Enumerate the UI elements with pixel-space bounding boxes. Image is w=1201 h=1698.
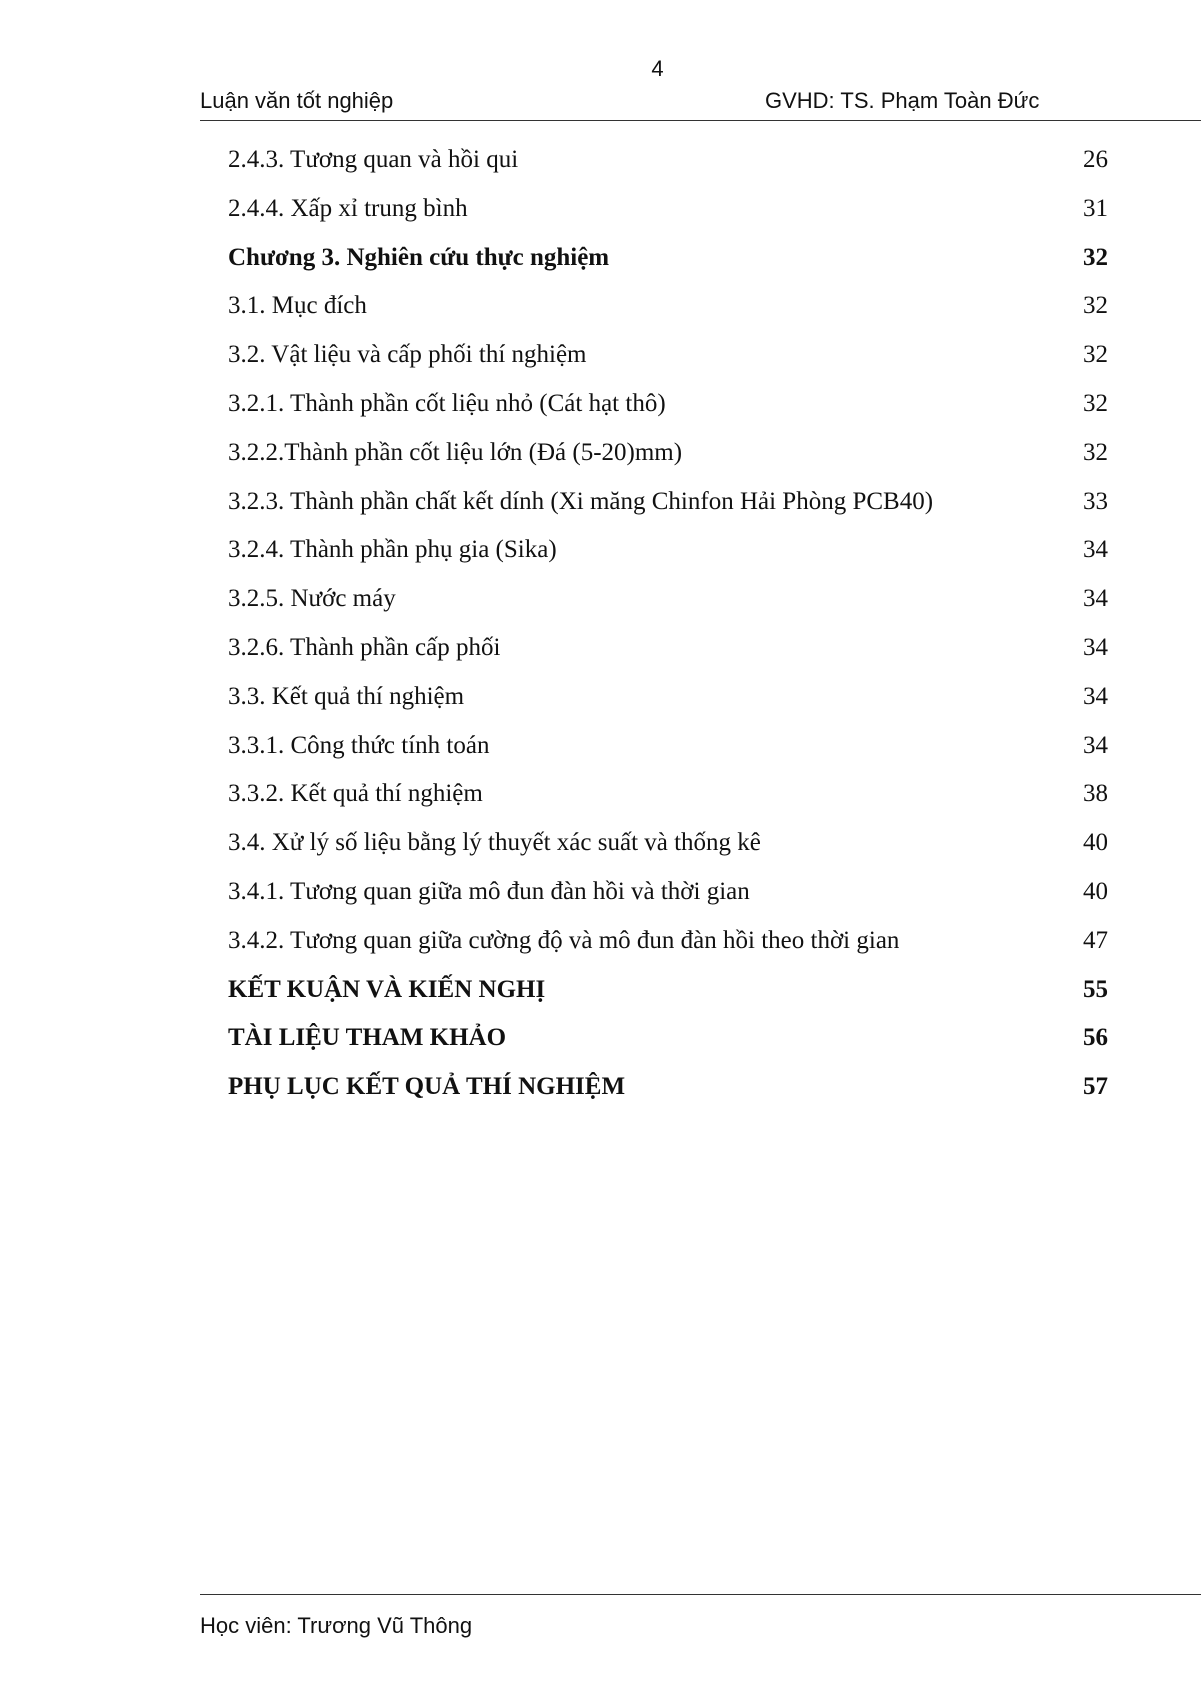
- toc-entry[interactable]: [228, 1014, 1108, 1063]
- toc-entry[interactable]: [228, 819, 1108, 868]
- toc-entry-title: Chương 3. Nghiên cứu thực nghiệm: [228, 243, 610, 271]
- toc-entry[interactable]: [228, 136, 1108, 185]
- toc-entry[interactable]: [228, 331, 1108, 380]
- toc-entry-title: 3.2. Vật liệu và cấp phối thí nghiệm: [228, 341, 587, 369]
- toc-entry[interactable]: [228, 624, 1108, 673]
- toc-entry[interactable]: [228, 966, 1108, 1015]
- toc-entry-title: PHỤ LỤC KẾT QUẢ THÍ NGHIỆM: [228, 1073, 626, 1101]
- toc-entry[interactable]: [228, 234, 1108, 283]
- toc-entry-page: 31: [1083, 194, 1108, 222]
- toc-entry-page: 55: [1083, 975, 1108, 1003]
- page-footer: [200, 1594, 1201, 1638]
- toc-entry-title: 2.4.4. Xấp xỉ trung bình: [228, 194, 468, 222]
- toc-entry-title: 3.4.1. Tương quan giữa mô đun đàn hồi và thời gian: [228, 877, 750, 905]
- toc-entry[interactable]: [228, 770, 1108, 819]
- footer-student: Học viên: Trương Vũ Thông: [200, 1613, 473, 1638]
- toc-entry[interactable]: [228, 868, 1108, 917]
- toc-entry-title: 3.4.2. Tương quan giữa cường độ và mô đun đàn hồi theo thời gian: [228, 926, 900, 954]
- toc-entry-page: 32: [1083, 341, 1108, 369]
- toc-entry[interactable]: [228, 478, 1108, 527]
- toc-entry[interactable]: [228, 917, 1108, 966]
- toc-entry-page: 32: [1083, 438, 1108, 466]
- toc-entry-page: 38: [1083, 780, 1108, 808]
- toc-entry-page: 34: [1083, 585, 1108, 613]
- toc-entry-page: 26: [1083, 146, 1108, 173]
- toc-entry-page: 32: [1083, 243, 1108, 271]
- toc-entry-title: 3.3.1. Công thức tính toán: [228, 731, 490, 759]
- toc-entry-title: 3.2.2.Thành phần cốt liệu lớn (Đá (5-20)mm): [228, 438, 683, 466]
- toc-entry[interactable]: [228, 429, 1108, 478]
- toc-entry-title: 3.4. Xử lý số liệu bằng lý thuyết xác suất và thống kê: [228, 829, 761, 857]
- toc-entry-page: 34: [1083, 731, 1108, 759]
- toc-entry-title: 3.2.3. Thành phần chất kết dính (Xi măng Chinfon Hải Phòng PCB40): [228, 487, 934, 515]
- toc-entry-page: 40: [1083, 877, 1108, 905]
- header-thesis-label: Luận văn tốt nghiệp: [200, 88, 394, 113]
- toc-entry-page: 34: [1083, 536, 1108, 564]
- toc-entry-page: 56: [1083, 1024, 1108, 1052]
- toc-entry[interactable]: [228, 282, 1108, 331]
- toc-entry[interactable]: [228, 185, 1108, 234]
- toc-entry-title: 3.3. Kết quả thí nghiệm: [228, 682, 465, 710]
- header-supervisor: GVHD: TS. Phạm Toàn Đức: [765, 88, 1040, 113]
- toc-entry-title: 3.1. Mục đích: [228, 292, 367, 320]
- toc-entry[interactable]: [228, 380, 1108, 429]
- page-header: [200, 84, 1201, 121]
- table-of-contents: [228, 136, 1108, 1112]
- toc-entry-title: 3.2.1. Thành phần cốt liệu nhỏ (Cát hạt thô): [228, 389, 666, 417]
- toc-entry-title: KẾT KUẬN VÀ KIẾN NGHỊ: [228, 975, 546, 1003]
- page-number: 4: [651, 56, 664, 81]
- toc-entry-title: 3.2.5. Nước máy: [228, 585, 396, 613]
- toc-entry-page: 34: [1083, 633, 1108, 661]
- toc-entry-page: 47: [1083, 926, 1108, 954]
- toc-entry-title: 2.4.3. Tương quan và hồi qui: [228, 146, 519, 173]
- toc-entry[interactable]: [228, 673, 1108, 722]
- toc-entry-page: 40: [1083, 829, 1108, 857]
- toc-entry[interactable]: [228, 1063, 1108, 1112]
- toc-entry[interactable]: [228, 575, 1108, 624]
- toc-entry-page: 32: [1083, 292, 1108, 320]
- toc-entry-page: 57: [1083, 1073, 1108, 1101]
- toc-entry-title: TÀI LIỆU THAM KHẢO: [228, 1024, 507, 1052]
- toc-entry[interactable]: [228, 722, 1108, 771]
- toc-entry-page: 33: [1083, 487, 1108, 515]
- toc-entry-page: 32: [1083, 389, 1108, 417]
- toc-entry-title: 3.3.2. Kết quả thí nghiệm: [228, 780, 483, 808]
- toc-entry-title: 3.2.6. Thành phần cấp phối: [228, 633, 501, 661]
- toc-entry[interactable]: [228, 526, 1108, 575]
- toc-entry-title: 3.2.4. Thành phần phụ gia (Sika): [228, 536, 557, 564]
- toc-entry-page: 34: [1083, 682, 1108, 710]
